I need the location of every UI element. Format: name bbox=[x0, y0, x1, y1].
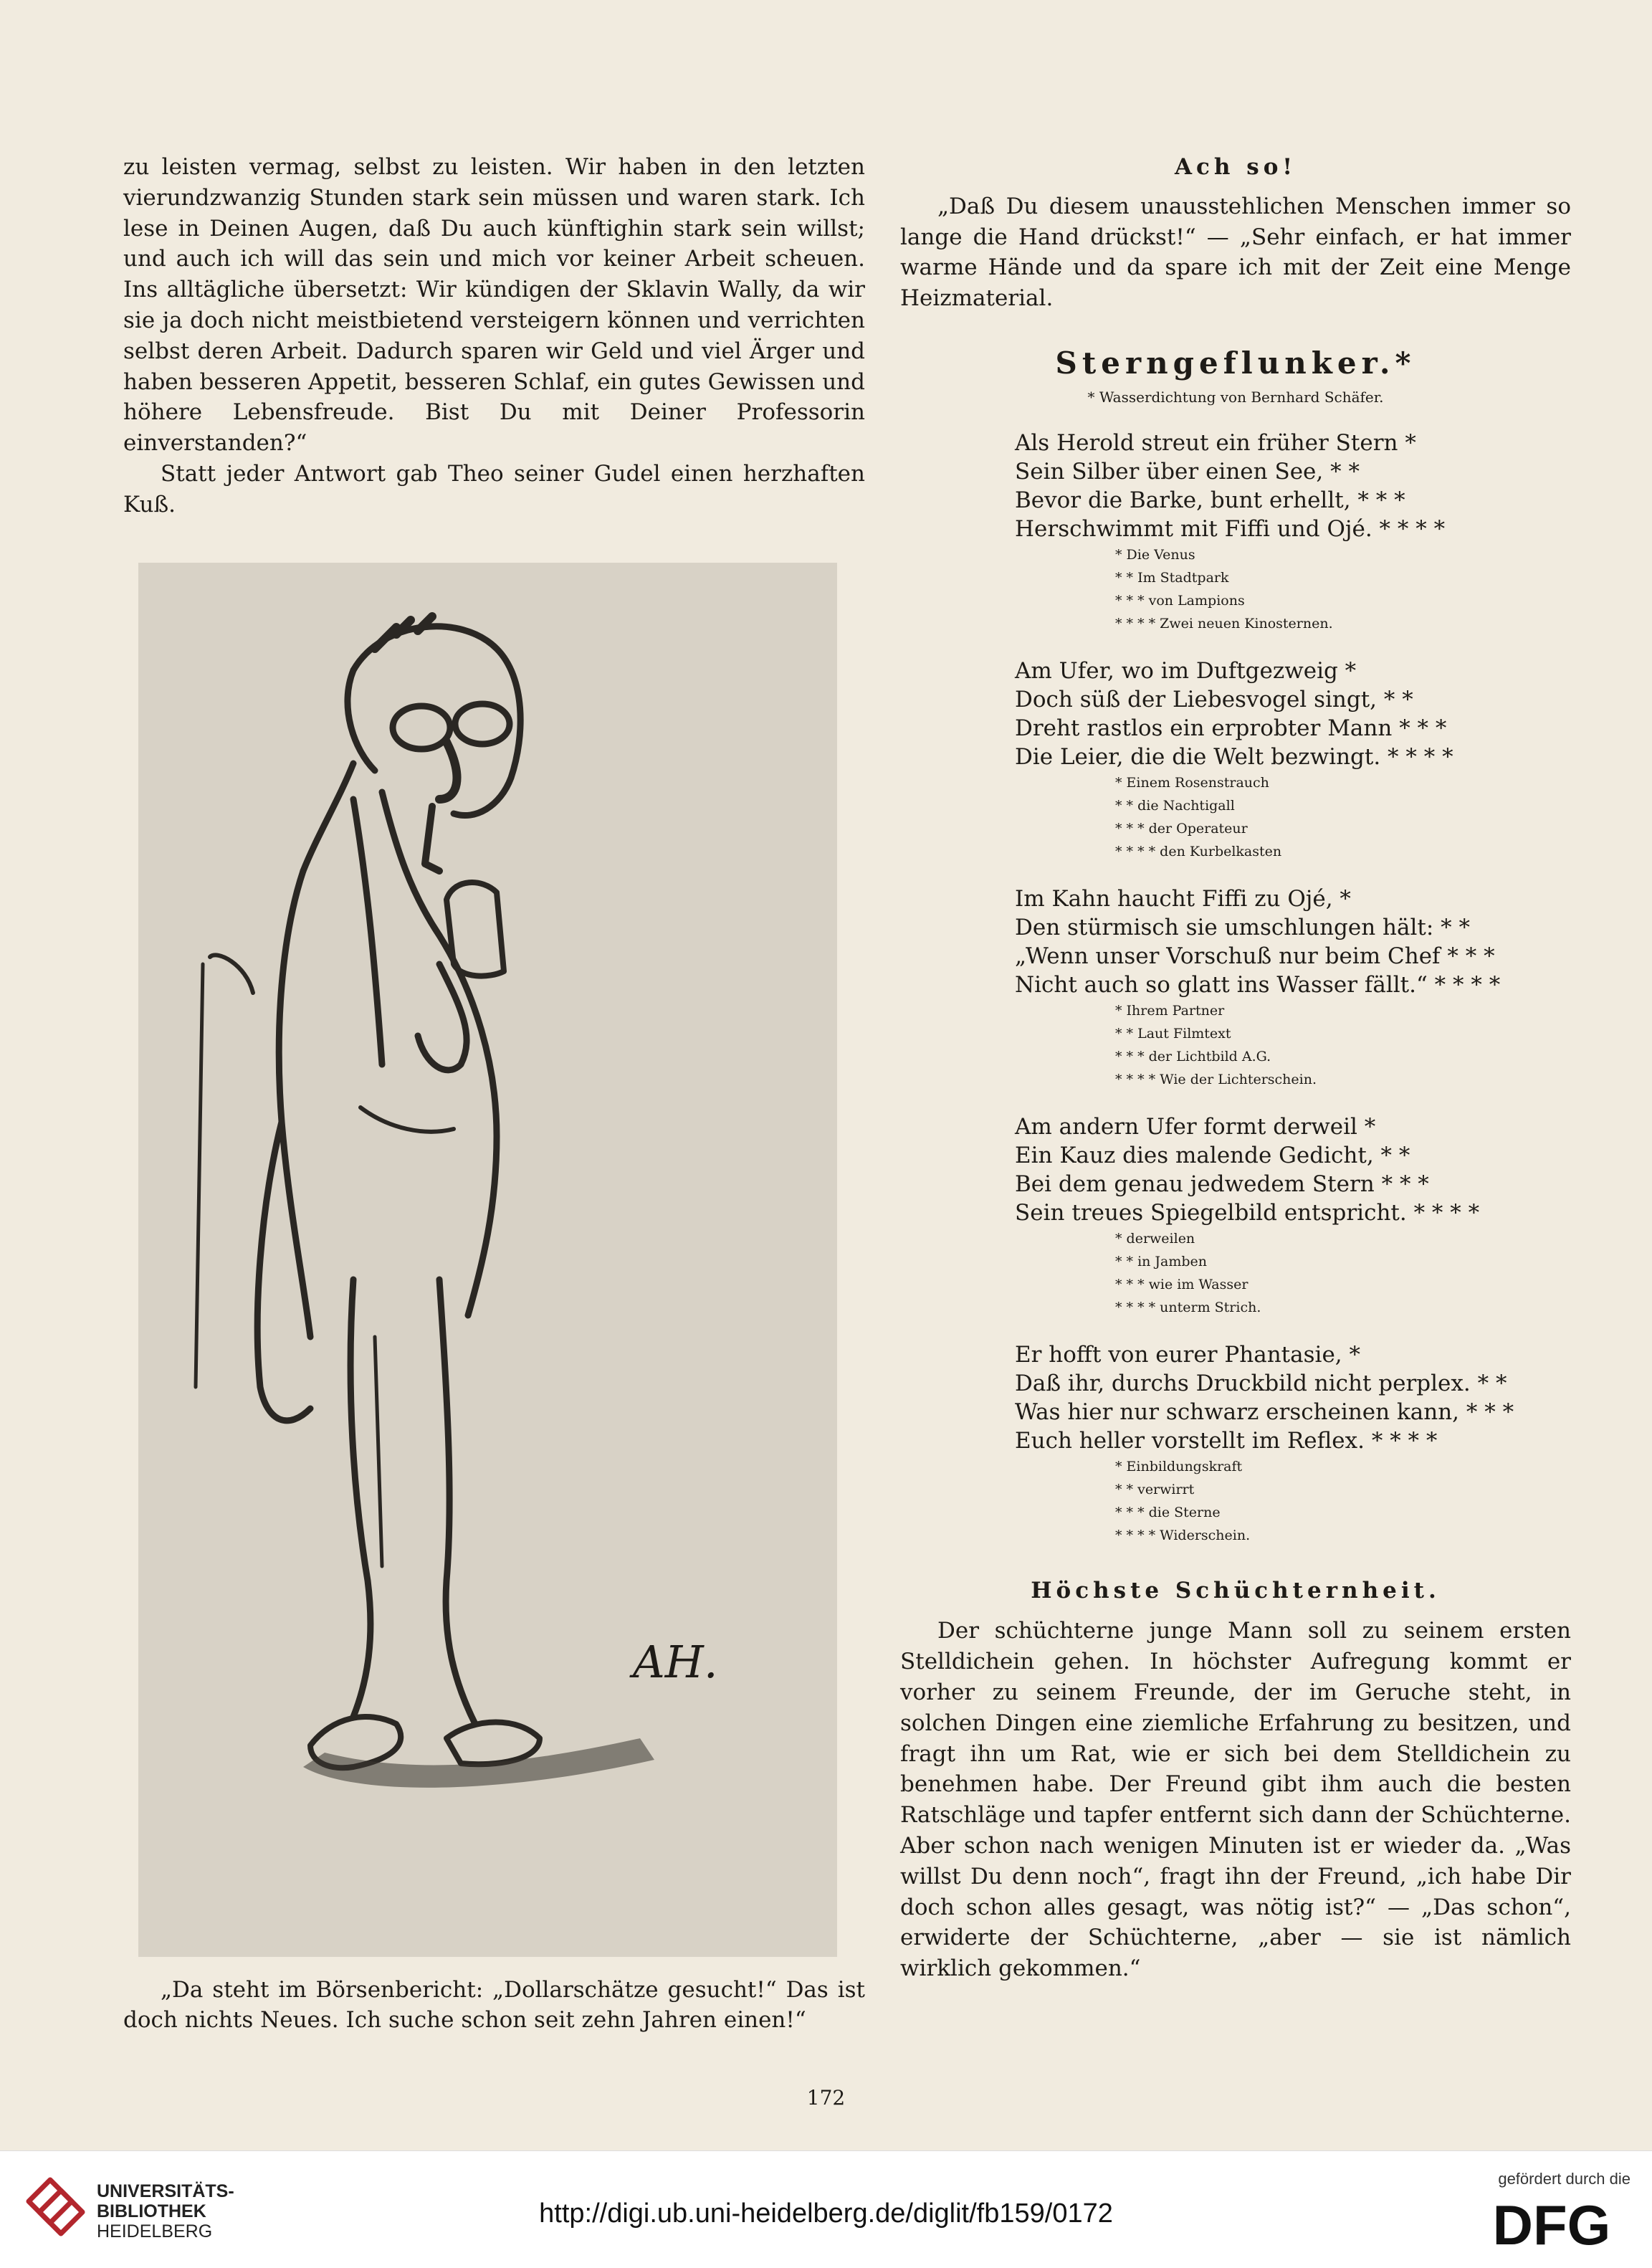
dfg-logo-text: DFG bbox=[1492, 2196, 1611, 2253]
footnote: * * * wie im Wasser bbox=[1115, 1276, 1248, 1292]
footnote: * Einem Rosenstrauch bbox=[1115, 774, 1269, 791]
dfg-logo-icon bbox=[1480, 2196, 1623, 2253]
page-number: 172 bbox=[806, 2086, 846, 2110]
verse-line: Dreht rastlos ein erprobter Mann * * * bbox=[1015, 715, 1447, 741]
heading-schuechternheit: Höchste Schüchternheit. bbox=[1031, 1577, 1441, 1604]
footnote: * Einbildungskraft bbox=[1115, 1458, 1243, 1474]
footnote: * * * * Wie der Lichterschein. bbox=[1115, 1071, 1317, 1087]
footnote: * * in Jamben bbox=[1115, 1253, 1208, 1269]
footnote: * * * * Widerschein. bbox=[1115, 1527, 1251, 1543]
ach-so-text: „Daß Du diesem unausstehlichen Menschen immer so lange die Hand drückst!“ — „Sehr einfach, er hat immer warme Hände und da spare ich mit der Zeit eine Menge Heizmaterial. bbox=[900, 193, 1571, 312]
verse-line: Doch süß der Liebesvogel singt, * * bbox=[1015, 686, 1413, 713]
footnote: * * * die Sterne bbox=[1115, 1504, 1221, 1520]
verse-line: „Wenn unser Vorschuß nur beim Chef * * * bbox=[1015, 943, 1495, 969]
poem-stanza bbox=[900, 429, 1571, 635]
verse-line: Die Leier, die die Welt bezwingt. * * * * bbox=[1015, 743, 1453, 770]
verse-line: Nicht auch so glatt ins Wasser fällt.“ * * * * bbox=[1015, 971, 1501, 998]
heading-ach-so: Ach so! bbox=[1175, 154, 1297, 180]
verse-line: Er hofft von eurer Phantasie, * bbox=[1015, 1341, 1360, 1368]
ub-name-line: UNIVERSITÄTS- bbox=[97, 2181, 234, 2201]
permalink-url[interactable]: http://digi.ub.uni-heidelberg.de/diglit/fb159/0172 bbox=[539, 2198, 1113, 2229]
verse-line: Ein Kauz dies malende Gedicht, * * bbox=[1015, 1142, 1410, 1168]
poem-stanza bbox=[900, 657, 1571, 863]
poem-stanza bbox=[900, 1340, 1571, 1547]
footnote: * derweilen bbox=[1115, 1230, 1195, 1247]
illustration-signature: AH. bbox=[633, 1636, 718, 1688]
footnote: * Ihrem Partner bbox=[1115, 1002, 1225, 1019]
footnote: * * * * unterm Strich. bbox=[1115, 1299, 1261, 1315]
verse-line: Was hier nur schwarz erscheinen kann, * * * bbox=[1015, 1399, 1514, 1425]
right-column bbox=[900, 152, 1571, 1984]
verse-line: Im Kahn haucht Fiffi zu Ojé, * bbox=[1015, 885, 1351, 912]
verse-line: Am andern Ufer formt derweil * bbox=[1015, 1113, 1376, 1140]
footnote: * * Laut Filmtext bbox=[1115, 1025, 1231, 1042]
verse-line: Bevor die Barke, bunt erhellt, * * * bbox=[1015, 487, 1405, 513]
verse-line: Sein Silber über einen See, * * bbox=[1015, 458, 1360, 485]
caricature-drawing bbox=[138, 563, 837, 1957]
ub-name-line: HEIDELBERG bbox=[97, 2221, 213, 2241]
poem-stanza bbox=[900, 885, 1571, 1091]
footnote: * * * * den Kurbelkasten bbox=[1115, 843, 1282, 859]
poem-stanza bbox=[900, 1112, 1571, 1319]
footnote: * * * von Lampions bbox=[1115, 592, 1245, 609]
footnote: * * die Nachtigall bbox=[1115, 797, 1235, 814]
verse-line: Den stürmisch sie umschlungen hält: * * bbox=[1015, 914, 1471, 940]
funding-note: gefördert durch die bbox=[1498, 2170, 1630, 2188]
footnote: * * * der Lichtbild A.G. bbox=[1115, 1048, 1271, 1064]
paragraph-kiss: Statt jeder Antwort gab Theo seiner Gudel einen herzhaften Kuß. bbox=[123, 460, 865, 518]
verse-line: Sein treues Spiegelbild entspricht. * * * * bbox=[1015, 1199, 1480, 1226]
footnote: * * * * Zwei neuen Kinosternen. bbox=[1115, 615, 1333, 632]
poem-title: Sterngeflunker.* bbox=[1055, 345, 1416, 381]
ub-name-line: BIBLIOTHEK bbox=[97, 2201, 206, 2221]
footnote: * * * der Operateur bbox=[1115, 820, 1248, 837]
footnote: * * Im Stadtpark bbox=[1115, 569, 1229, 586]
verse-line: Als Herold streut ein früher Stern * bbox=[1015, 429, 1416, 456]
verse-line: Bei dem genau jedwedem Stern * * * bbox=[1015, 1171, 1429, 1197]
verse-line: Herschwimmt mit Fiffi und Ojé. * * * * bbox=[1015, 515, 1446, 542]
footnote: * Die Venus bbox=[1115, 546, 1195, 563]
caption-text: „Da steht im Börsenbericht: „Dollarschätze gesucht!“ Das ist doch nichts Neues. Ich suche schon seit zehn Jahren einen!“ bbox=[123, 1977, 865, 2033]
digitization-footer bbox=[0, 2150, 1652, 2268]
footnote: * * verwirrt bbox=[1115, 1481, 1195, 1497]
illustration-caption bbox=[123, 1975, 865, 2035]
schuechternheit-text: Der schüchterne junge Mann soll zu seinem ersten Stelldichein gehen. In höchster Aufregung kommt er vorher zu seinem Freunde, der im Geruche steht, in solchen Dingen eine ziemliche Erfahrung zu besitzen, und fragt ihn um Rat, wie er sich bei dem Stelldichein zu benehmen habe. Der Freund gibt ihm auch die besten Ratschläge und tapfer entfernt sich dann der Schüchterne. Aber schon nach wenigen Minuten ist er wieder da. „Was willst Du denn noch“, fragt ihn der Freund, „ich habe Dir doch schon alles gesagt, was nötig ist?“ — „Das schon“, erwiderte der Schüchterne, „aber — sie ist nämlich wirklich gekommen.“ bbox=[900, 1618, 1571, 1982]
verse-line: Euch heller vorstellt im Reflex. * * * * bbox=[1015, 1427, 1438, 1454]
caricature-illustration bbox=[138, 563, 837, 1957]
verse-line: Daß ihr, durchs Druckbild nicht perplex. * * bbox=[1015, 1370, 1507, 1396]
verse-line: Am Ufer, wo im Duftgezweig * bbox=[1015, 657, 1357, 684]
poem-subtitle: * Wasserdichtung von Bernhard Schäfer. bbox=[1087, 388, 1384, 406]
left-column bbox=[123, 152, 865, 594]
paragraph-continuation: zu leisten vermag, selbst zu leisten. Wir haben in den letzten vierundzwanzig Stunden stark sein müssen und waren stark. Ich lese in Deinen Augen, daß Du auch künftighin stark sein willst; und auch ich will das sein und mich vor keiner Arbeit scheuen. Ins alltägliche übersetzt: Wir kündigen der Sklavin Wally, da wir sie ja doch nicht meistbietend versteigern können und verrichten selbst deren Arbeit. Dadurch sparen wir Geld und viel Ärger und haben besseren Appetit, besseren Schlaf, ein gutes Gewissen und höhere Lebensfreude. Bist Du mit Deiner Professorin einverstanden?“ bbox=[123, 154, 865, 457]
